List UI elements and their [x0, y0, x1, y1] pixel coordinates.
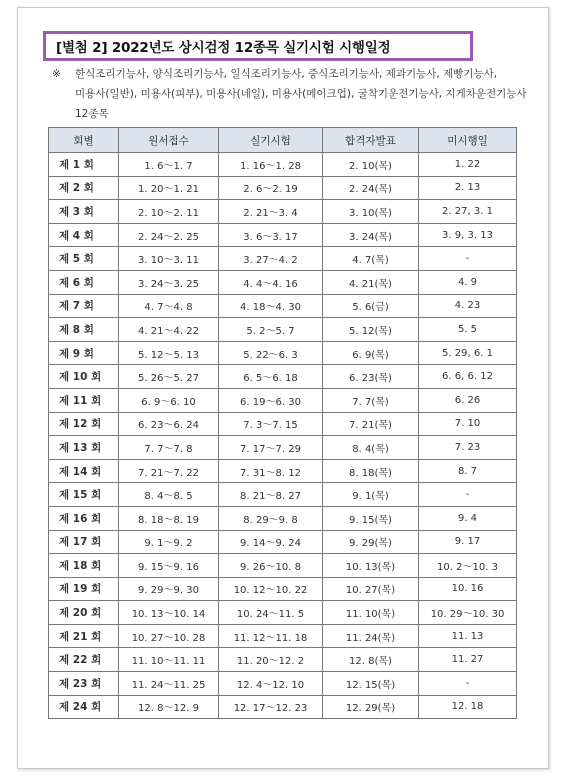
no-exam-cell: 5. 5: [419, 318, 517, 342]
application-cell: 4. 7～4. 8: [119, 294, 219, 318]
round-cell: 제 22 회: [49, 648, 119, 672]
application-cell: 12. 8～12. 9: [119, 695, 219, 719]
no-exam-cell: -: [419, 247, 517, 271]
application-cell: 8. 18～8. 19: [119, 506, 219, 530]
table-row: [49, 294, 517, 318]
header-no-exam-days: 미시행일: [419, 128, 517, 153]
results-cell: 3. 24(목): [323, 223, 419, 247]
results-cell: 6. 23(목): [323, 365, 419, 389]
round-cell: 제 12 회: [49, 412, 119, 436]
application-cell: 6. 23～6. 24: [119, 412, 219, 436]
results-cell: 4. 21(목): [323, 270, 419, 294]
exam-cell: 2. 6～2. 19: [219, 176, 323, 200]
application-cell: 11. 10～11. 11: [119, 648, 219, 672]
results-cell: 12. 8(목): [323, 648, 419, 672]
no-exam-cell: 2. 13: [419, 176, 517, 200]
table-row: [49, 223, 517, 247]
results-cell: 7. 21(목): [323, 412, 419, 436]
no-exam-cell: 4. 9: [419, 270, 517, 294]
header-results: 합격자발표: [323, 128, 419, 153]
application-cell: 3. 24～3. 25: [119, 270, 219, 294]
application-cell: 5. 26～5. 27: [119, 365, 219, 389]
exam-cell: 3. 6～3. 17: [219, 223, 323, 247]
results-cell: 11. 10(목): [323, 601, 419, 625]
no-exam-cell: 2. 27, 3. 1: [419, 200, 517, 224]
table-row: [49, 365, 517, 389]
table-row: [49, 648, 517, 672]
no-exam-cell: -: [419, 672, 517, 696]
subject-note: [52, 64, 532, 124]
round-cell: 제 17 회: [49, 530, 119, 554]
application-cell: 9. 29～9. 30: [119, 577, 219, 601]
results-cell: 4. 7(목): [323, 247, 419, 271]
table-row: [49, 341, 517, 365]
table-row: [49, 672, 517, 696]
exam-cell: 8. 21～8. 27: [219, 483, 323, 507]
application-cell: 2. 10～2. 11: [119, 200, 219, 224]
no-exam-cell: 7. 10: [419, 412, 517, 436]
table-row: [49, 530, 517, 554]
exam-cell: 7. 3～7. 15: [219, 412, 323, 436]
note-mark: ※: [52, 68, 61, 80]
round-cell: 제 21 회: [49, 624, 119, 648]
table-row: [49, 153, 517, 177]
table-row: [49, 318, 517, 342]
schedule-table: [48, 127, 517, 719]
round-cell: 제 5 회: [49, 247, 119, 271]
exam-cell: 9. 14～9. 24: [219, 530, 323, 554]
results-cell: 8. 4(목): [323, 436, 419, 460]
round-cell: 제 6 회: [49, 270, 119, 294]
exam-cell: 5. 2～5. 7: [219, 318, 323, 342]
header-practical-exam: 실기시험: [219, 128, 323, 153]
application-cell: 11. 24～11. 25: [119, 672, 219, 696]
round-cell: 제 23 회: [49, 672, 119, 696]
exam-cell: 12. 17～12. 23: [219, 695, 323, 719]
exam-cell: 4. 4～4. 16: [219, 270, 323, 294]
results-cell: 11. 24(목): [323, 624, 419, 648]
no-exam-cell: 11. 13: [419, 624, 517, 648]
no-exam-cell: 10. 16: [419, 577, 517, 601]
round-cell: 제 9 회: [49, 341, 119, 365]
round-cell: 제 7 회: [49, 294, 119, 318]
table-row: [49, 200, 517, 224]
exam-cell: 7. 31～8. 12: [219, 459, 323, 483]
no-exam-cell: 6. 6, 6. 12: [419, 365, 517, 389]
results-cell: 3. 10(목): [323, 200, 419, 224]
round-cell: 제 14 회: [49, 459, 119, 483]
application-cell: 9. 15～9. 16: [119, 554, 219, 578]
results-cell: 9. 29(목): [323, 530, 419, 554]
table-row: [49, 436, 517, 460]
no-exam-cell: 1. 22: [419, 153, 517, 177]
results-cell: 10. 13(목): [323, 554, 419, 578]
application-cell: 7. 21～7. 22: [119, 459, 219, 483]
table-row: [49, 247, 517, 271]
application-cell: 5. 12～5. 13: [119, 341, 219, 365]
results-cell: 6. 9(목): [323, 341, 419, 365]
no-exam-cell: 11. 27: [419, 648, 517, 672]
no-exam-cell: 6. 26: [419, 388, 517, 412]
table-row: [49, 554, 517, 578]
application-cell: 7. 7～7. 8: [119, 436, 219, 460]
results-cell: 9. 15(목): [323, 506, 419, 530]
results-cell: 2. 24(목): [323, 176, 419, 200]
round-cell: 제 15 회: [49, 483, 119, 507]
application-cell: 9. 1～9. 2: [119, 530, 219, 554]
round-cell: 제 4 회: [49, 223, 119, 247]
application-cell: 10. 27～10. 28: [119, 624, 219, 648]
no-exam-cell: 9. 4: [419, 506, 517, 530]
header-application: 원서접수: [119, 128, 219, 153]
results-cell: 12. 15(목): [323, 672, 419, 696]
exam-cell: 6. 5～6. 18: [219, 365, 323, 389]
table-row: [49, 601, 517, 625]
round-cell: 제 19 회: [49, 577, 119, 601]
exam-cell: 6. 19～6. 30: [219, 388, 323, 412]
table-row: [49, 459, 517, 483]
results-cell: 10. 27(목): [323, 577, 419, 601]
table-row: [49, 695, 517, 719]
no-exam-cell: 10. 2～10. 3: [419, 554, 517, 578]
exam-cell: 4. 18～4. 30: [219, 294, 323, 318]
application-cell: 1. 20～1. 21: [119, 176, 219, 200]
application-cell: 6. 9～6. 10: [119, 388, 219, 412]
exam-cell: 8. 29～9. 8: [219, 506, 323, 530]
exam-cell: 10. 24～11. 5: [219, 601, 323, 625]
round-cell: 제 20 회: [49, 601, 119, 625]
application-cell: 8. 4～8. 5: [119, 483, 219, 507]
results-cell: 5. 12(목): [323, 318, 419, 342]
no-exam-cell: 3. 9, 3. 13: [419, 223, 517, 247]
round-cell: 제 8 회: [49, 318, 119, 342]
exam-cell: 5. 22～6. 3: [219, 341, 323, 365]
results-cell: 8. 18(목): [323, 459, 419, 483]
title-box: [43, 31, 473, 61]
results-cell: 5. 6(금): [323, 294, 419, 318]
table-row: [49, 577, 517, 601]
results-cell: 9. 1(목): [323, 483, 419, 507]
exam-cell: 10. 12～10. 22: [219, 577, 323, 601]
round-cell: 제 1 회: [49, 153, 119, 177]
application-cell: 4. 21～4. 22: [119, 318, 219, 342]
round-cell: 제 18 회: [49, 554, 119, 578]
table-row: [49, 270, 517, 294]
round-cell: 제 24 회: [49, 695, 119, 719]
no-exam-cell: 4. 23: [419, 294, 517, 318]
page-title: [별첨 2] 2022년도 상시검정 12종목 실기시험 시행일정: [56, 40, 391, 56]
round-cell: 제 3 회: [49, 200, 119, 224]
table-row: [49, 483, 517, 507]
exam-cell: 9. 26～10. 8: [219, 554, 323, 578]
exam-cell: 7. 17～7. 29: [219, 436, 323, 460]
table-header-row: [49, 128, 517, 153]
no-exam-cell: 7. 23: [419, 436, 517, 460]
exam-cell: 3. 27～4. 2: [219, 247, 323, 271]
application-cell: 10. 13～10. 14: [119, 601, 219, 625]
round-cell: 제 11 회: [49, 388, 119, 412]
results-cell: 12. 29(목): [323, 695, 419, 719]
exam-cell: 2. 21～3. 4: [219, 200, 323, 224]
no-exam-cell: -: [419, 483, 517, 507]
application-cell: 2. 24～2. 25: [119, 223, 219, 247]
table-row: [49, 506, 517, 530]
table-row: [49, 176, 517, 200]
table-row: [49, 388, 517, 412]
no-exam-cell: 12. 18: [419, 695, 517, 719]
note-text: 한식조리기능사, 양식조리기능사, 일식조리기능사, 중식조리기능사, 제과기능사, 제빵기능사, 미용사(일반), 미용사(피부), 미용사(네일), 미용사(메이크업), 굴착기운전기능사, 지게차운전기능사 12종목: [75, 68, 527, 120]
application-cell: 3. 10～3. 11: [119, 247, 219, 271]
table-row: [49, 624, 517, 648]
no-exam-cell: 10. 29～10. 30: [419, 601, 517, 625]
round-cell: 제 13 회: [49, 436, 119, 460]
exam-cell: 11. 12～11. 18: [219, 624, 323, 648]
round-cell: 제 2 회: [49, 176, 119, 200]
no-exam-cell: 9. 17: [419, 530, 517, 554]
header-round: 회별: [49, 128, 119, 153]
results-cell: 7. 7(목): [323, 388, 419, 412]
results-cell: 2. 10(목): [323, 153, 419, 177]
round-cell: 제 16 회: [49, 506, 119, 530]
exam-cell: 1. 16～1. 28: [219, 153, 323, 177]
application-cell: 1. 6～1. 7: [119, 153, 219, 177]
no-exam-cell: 8. 7: [419, 459, 517, 483]
exam-cell: 12. 4～12. 10: [219, 672, 323, 696]
table-row: [49, 412, 517, 436]
exam-cell: 11. 20～12. 2: [219, 648, 323, 672]
no-exam-cell: 5. 29, 6. 1: [419, 341, 517, 365]
round-cell: 제 10 회: [49, 365, 119, 389]
